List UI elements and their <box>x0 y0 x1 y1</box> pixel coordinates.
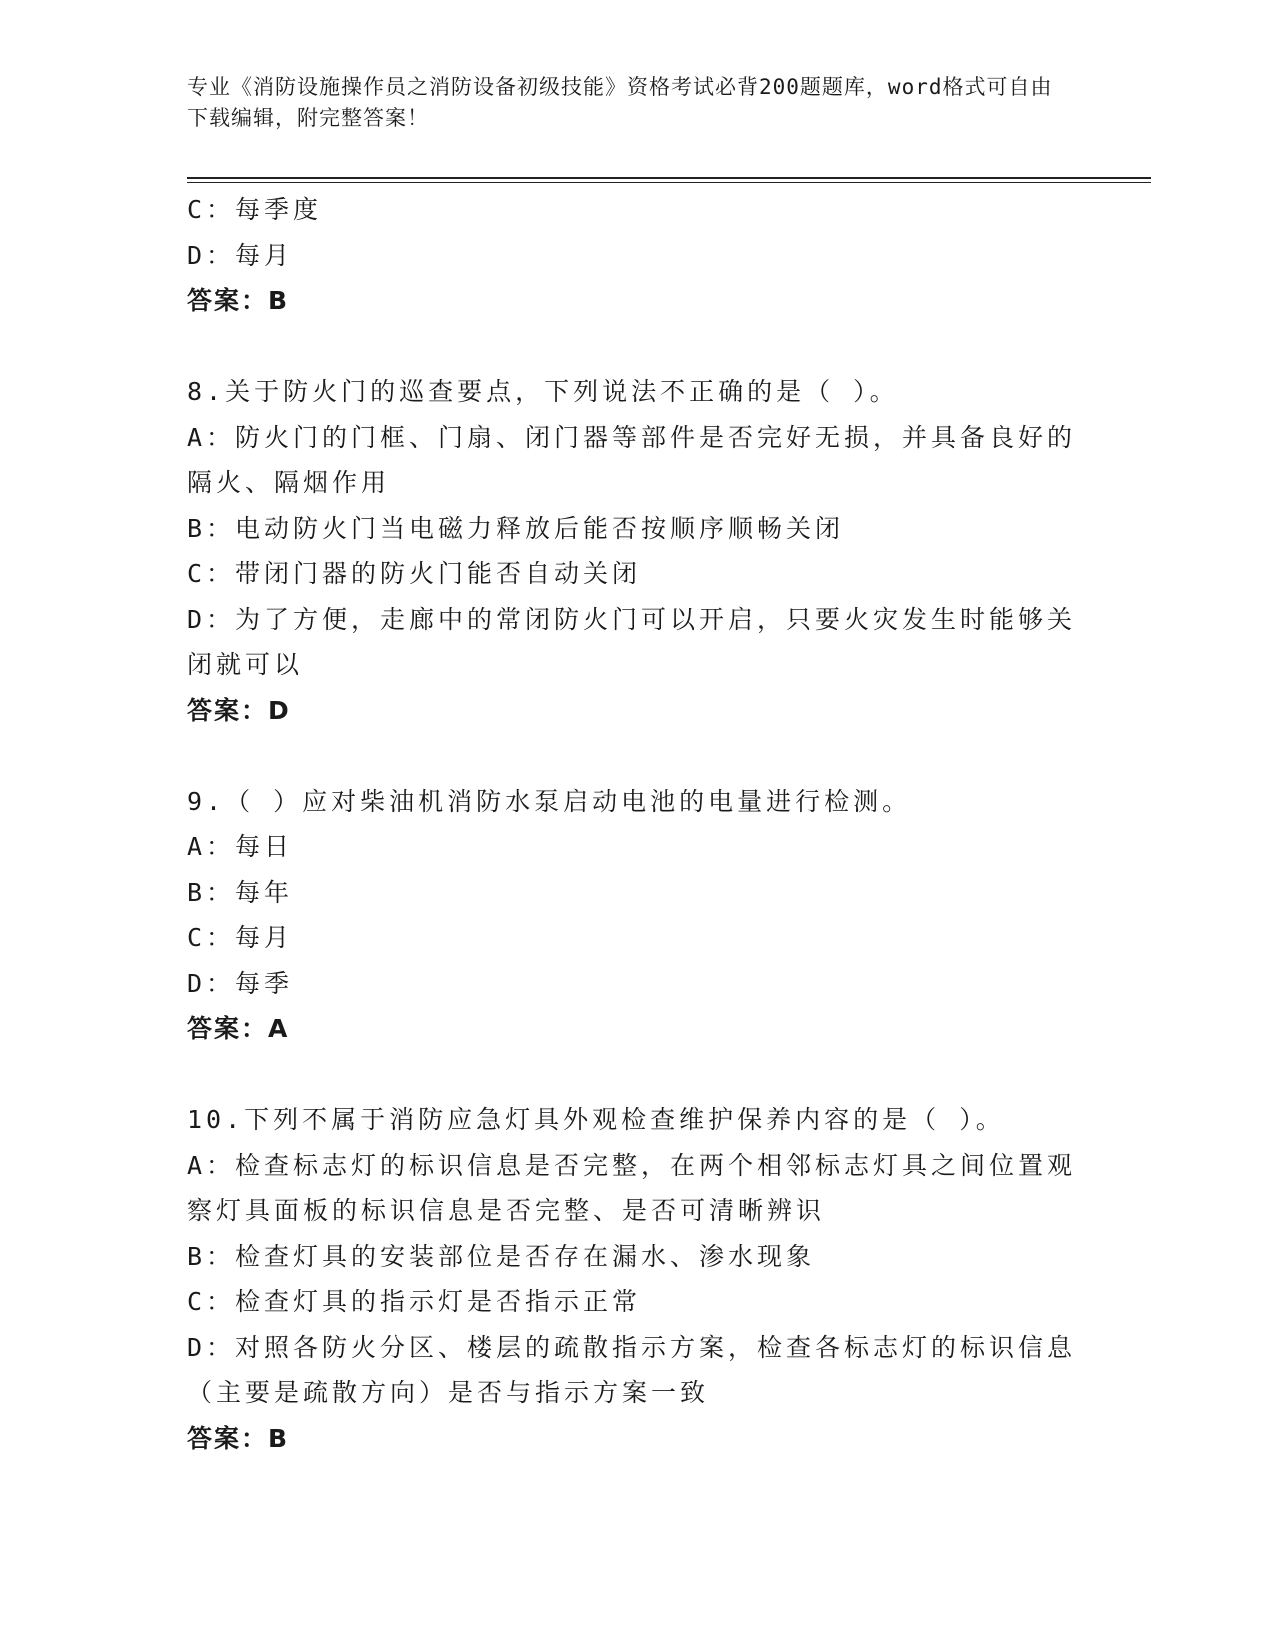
option-line: D：每月 <box>187 240 294 270</box>
question-list <box>187 187 1087 1461</box>
question-block-8 <box>187 369 1087 733</box>
option-line: A：检查标志灯的标识信息是否完整，在两个相邻标志灯具之间位置观 <box>187 1150 1077 1180</box>
option-line: 隔火、隔烟作用 <box>187 468 391 497</box>
option-line: A：防火门的门框、门扇、闭门器等部件是否完好无损，并具备良好的 <box>187 422 1077 452</box>
option-line: （主要是疏散方向）是否与指示方案一致 <box>187 1378 710 1407</box>
spacer <box>187 733 1087 779</box>
option-line: C：每月 <box>187 923 294 952</box>
header-rule-thin <box>187 182 1151 183</box>
question-stem: 10.下列不属于消防应急灯具外观检查维护保养内容的是（ ）。 <box>187 1105 1005 1134</box>
option-line: B：每年 <box>187 877 294 907</box>
option-line: B：检查灯具的安装部位是否存在漏水、渗水现象 <box>187 1241 816 1271</box>
answer-line: 答案：D <box>187 695 291 725</box>
option-line: B：电动防火门当电磁力释放后能否按顺序顺畅关闭 <box>187 513 845 543</box>
question-block-7 <box>187 187 1087 324</box>
option-line: C：检查灯具的指示灯是否指示正常 <box>187 1287 642 1316</box>
question-stem: 8.关于防火门的巡查要点，下列说法不正确的是（ ）。 <box>187 377 899 406</box>
answer-line: 答案：A <box>187 1014 290 1043</box>
spacer <box>187 1052 1087 1098</box>
spacer <box>187 324 1087 370</box>
page-header <box>187 72 1067 134</box>
question-stem: 9.（ ）应对柴油机消防水泵启动电池的电量进行检测。 <box>187 786 912 816</box>
option-line: 察灯具面板的标识信息是否完整、是否可清晰辨识 <box>187 1196 826 1225</box>
option-line: D：对照各防火分区、楼层的疏散指示方案，检查各标志灯的标识信息 <box>187 1332 1077 1362</box>
question-block-9 <box>187 779 1087 1052</box>
option-line: A：每日 <box>187 832 294 861</box>
document-title: 专业《消防设施操作员之消防设备初级技能》资格考试必背200题题库，word格式可自由下载编辑，附完整答案！ <box>187 75 1053 130</box>
option-line: C：带闭门器的防火门能否自动关闭 <box>187 559 642 588</box>
option-line: C：每季度 <box>187 195 323 224</box>
option-line: 闭就可以 <box>187 650 304 679</box>
option-line: D：为了方便，走廊中的常闭防火门可以开启，只要火灾发生时能够关 <box>187 604 1077 634</box>
header-rule-thick <box>187 177 1151 179</box>
answer-line: 答案：B <box>187 286 290 315</box>
question-block-10 <box>187 1097 1087 1461</box>
answer-line: 答案：B <box>187 1423 290 1453</box>
option-line: D：每季 <box>187 968 294 998</box>
